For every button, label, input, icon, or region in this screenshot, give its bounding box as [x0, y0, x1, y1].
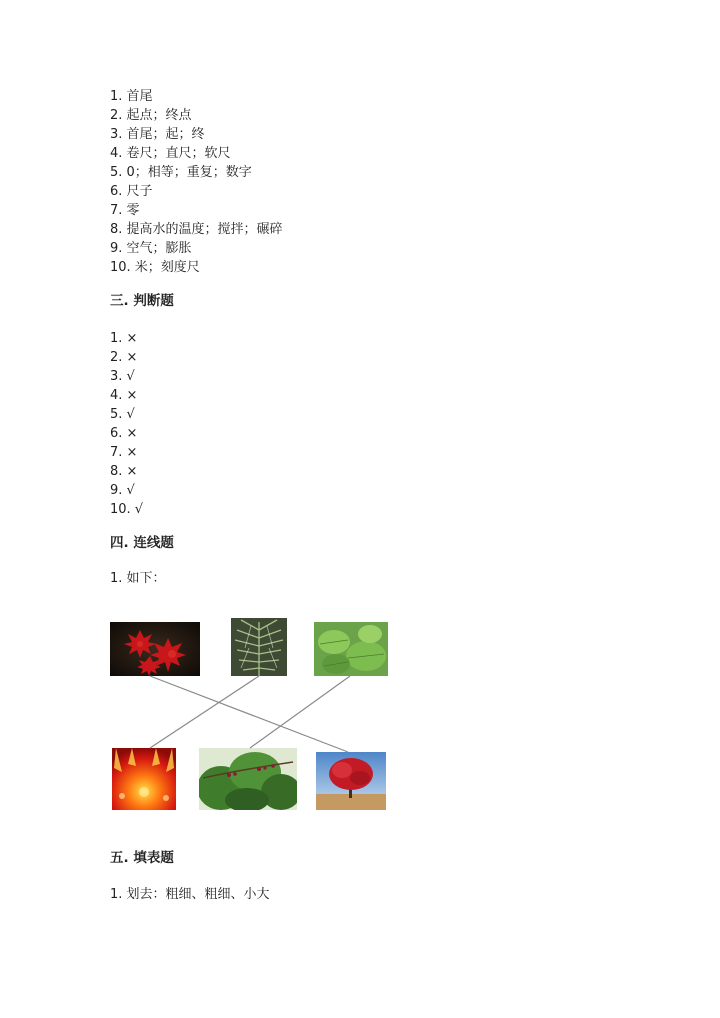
list-item: 10. √: [110, 502, 144, 517]
list-item: 2. 起点；终点: [110, 108, 192, 123]
green-mulberry-tree-photo: [199, 748, 297, 810]
list-item: 9. √: [110, 483, 135, 498]
section-3-heading: 三. 判断题: [110, 293, 174, 309]
match-line-maple-to-red-tree: [150, 676, 348, 752]
list-item: 9. 空气；膨胀: [110, 241, 192, 256]
list-item: 6. 尺子: [110, 184, 153, 199]
red-fire-glow-photo: [112, 748, 176, 810]
list-item: 8. ×: [110, 464, 138, 479]
judgement-answer-list: [110, 329, 143, 519]
match-line-pine-to-fire: [150, 676, 259, 748]
list-item: 8. 提高水的温度；搅拌；碾碎: [110, 222, 283, 237]
section-5-item: 1. 划去：粗细、粗细、小大: [110, 887, 270, 902]
list-item: 2. ×: [110, 350, 138, 365]
matching-figure: [110, 618, 390, 813]
list-item: 5. √: [110, 407, 135, 422]
list-item: 5. 0；相等；重复；数字: [110, 165, 252, 180]
list-item: 3. √: [110, 369, 135, 384]
green-pine-needles-photo: [231, 618, 287, 676]
list-item: 3. 首尾；起；终: [110, 127, 205, 142]
list-item: 4. ×: [110, 388, 138, 403]
section-4-heading: 四. 连线题: [110, 535, 174, 551]
list-item: 1. 首尾: [110, 89, 153, 104]
red-tree-field-photo: [316, 752, 386, 810]
list-item: 10. 米；刻度尺: [110, 260, 200, 275]
list-item: 6. ×: [110, 426, 138, 441]
list-item: 4. 卷尺；直尺；软尺: [110, 146, 231, 161]
section-5-heading: 五. 填表题: [110, 850, 174, 866]
green-leaves-photo: [314, 622, 388, 676]
list-item: 7. 零: [110, 203, 140, 218]
red-maple-leaves-photo: [110, 622, 200, 676]
fill-answer-list: [110, 87, 283, 277]
section-4-item: 1. 如下：: [110, 571, 166, 586]
list-item: 7. ×: [110, 445, 138, 460]
list-item: 1. ×: [110, 331, 138, 346]
match-line-leaves-to-mulberry: [250, 676, 350, 748]
